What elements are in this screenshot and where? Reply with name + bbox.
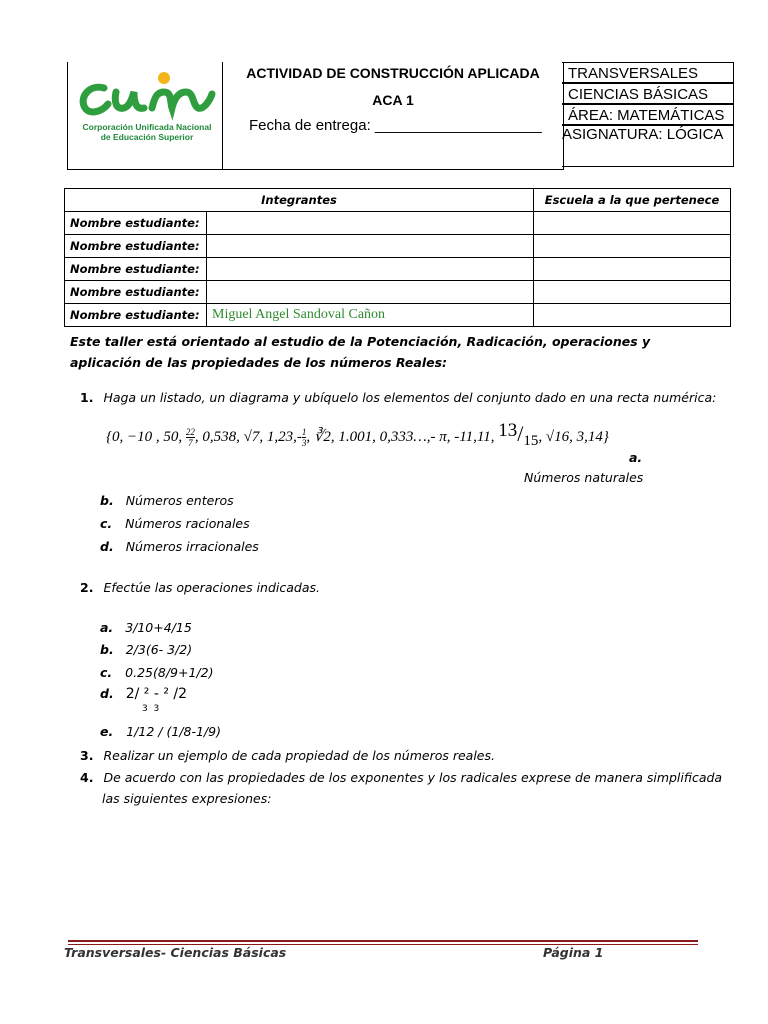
col-integrantes: Integrantes (65, 189, 534, 212)
student-school-cell[interactable] (534, 304, 731, 327)
op-b: b. 2/3(6- 3/2) (100, 642, 193, 657)
question-number: 2. (80, 580, 94, 595)
question-3 (80, 748, 495, 763)
fraction-1-3: $\frac{1}{3}$ (301, 427, 307, 449)
fraction-22-7: $\frac{22}{7}$ (185, 427, 195, 449)
logo-cell (67, 62, 223, 170)
table-row (65, 258, 731, 281)
question-1 (80, 390, 716, 405)
row-label: Nombre estudiante: (65, 212, 207, 235)
fraction-slash: / (517, 421, 524, 446)
header-area-matematicas: ÁREA: MATEMÁTICAS (562, 104, 734, 125)
student-name-cell[interactable] (207, 235, 534, 258)
question-4-continued: las siguientes expresiones: (102, 791, 272, 806)
row-label: Nombre estudiante: (65, 235, 207, 258)
question-4 (80, 770, 722, 785)
student-name-cell[interactable] (207, 281, 534, 304)
set-part: , √16, 3,14} (538, 429, 609, 445)
op-d: d. 2/ ² - ² /2 (100, 686, 188, 702)
table-row (65, 212, 731, 235)
op-e: e. 1/12 / (1/8-1/9) (100, 724, 221, 739)
header-area-transversales: TRANSVERSALES (562, 62, 734, 83)
question-number: 1. (80, 390, 94, 405)
item-c: c. Números racionales (100, 516, 250, 531)
table-row (65, 304, 731, 327)
student-name-cell[interactable] (207, 304, 534, 327)
table-row (65, 281, 731, 304)
activity-title: ACTIVIDAD DE CONSTRUCCIÓN APLICADA (246, 65, 540, 81)
footer-left: Transversales- Ciencias Básicas (64, 945, 287, 960)
intro-paragraph: Este taller está orientado al estudio de la Potenciación, Radicación, operaciones y aplicación de las propiedades de los números Reales: (70, 334, 651, 370)
header-area-ciencias: CIENCIAS BÁSICAS (562, 83, 734, 104)
student-name-cell[interactable] (207, 258, 534, 281)
set-part: , ∛2, 1.001, 0,333…,- π, -11,11, (306, 429, 495, 445)
due-date-field[interactable]: Fecha de entrega: ____________________ (249, 117, 542, 134)
question-text: Efectúe las operaciones indicadas. (103, 580, 320, 595)
row-label: Nombre estudiante: (65, 281, 207, 304)
header-subject: ASIGNATURA: LÓGICA (562, 125, 734, 167)
number-set (106, 420, 609, 450)
question-number: 4. (80, 770, 94, 785)
student-name-cell[interactable] (207, 212, 534, 235)
question-2 (80, 580, 320, 595)
header-title-cell (222, 62, 564, 170)
op-a: a. 3/10+4/15 (100, 620, 192, 635)
student-school-cell[interactable] (534, 258, 731, 281)
op-d-denominators: 3 3 (142, 704, 160, 714)
row-label: Nombre estudiante: (65, 304, 207, 327)
item-a-letter: a. (629, 450, 643, 465)
filled-student-name: Miguel Angel Sandoval Cañon (212, 307, 386, 322)
student-school-cell[interactable] (534, 281, 731, 304)
footer-rule (68, 940, 698, 942)
set-part: , 0,538, √7, 1,23,- (194, 429, 302, 445)
activity-code: ACA 1 (372, 92, 414, 108)
student-school-cell[interactable] (534, 212, 731, 235)
question-number: 3. (80, 748, 94, 763)
question-text: Haga un listado, un diagrama y ubíquelo los elementos del conjunto dado en una recta numérica: (103, 390, 717, 405)
set-part: {0, −10 , 50, (106, 429, 183, 445)
table-row (65, 235, 731, 258)
item-a-text: Números naturales (524, 470, 644, 485)
logo-subtitle: Corporación Unificada Nacional de Educación Superior (82, 122, 212, 142)
col-escuela: Escuela a la que pertenece (534, 189, 731, 212)
question-text: De acuerdo con las propiedades de los exponentes y los radicales exprese de manera simplificada (103, 770, 723, 785)
students-table (64, 188, 731, 327)
item-b: b. Números enteros (100, 493, 234, 508)
fraction-15-den: 15 (523, 433, 539, 449)
logo-dot-icon (158, 72, 170, 84)
cun-logo (68, 66, 223, 126)
students-table-header (65, 189, 731, 212)
question-text: Realizar un ejemplo de cada propiedad de los números reales. (103, 748, 495, 763)
fraction-13-num: 13 (498, 420, 518, 441)
item-d: d. Números irracionales (100, 539, 259, 554)
op-c: c. 0.25(8/9+1/2) (100, 665, 214, 680)
row-label: Nombre estudiante: (65, 258, 207, 281)
student-school-cell[interactable] (534, 235, 731, 258)
document-header (67, 62, 735, 169)
page-number: Página 1 (543, 945, 604, 960)
